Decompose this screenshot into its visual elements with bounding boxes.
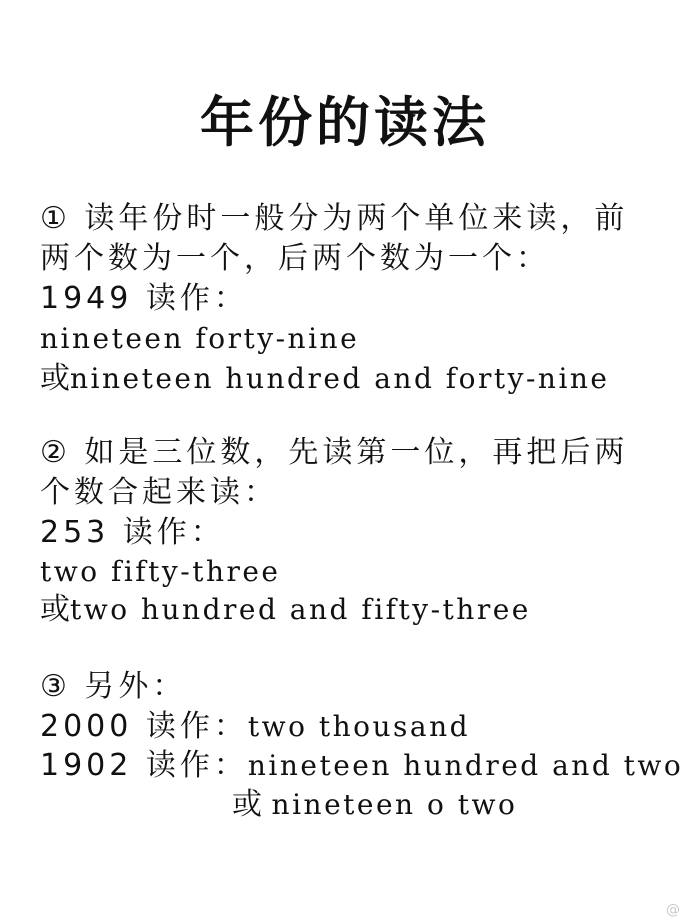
section3-example2-alt-value: nineteen o two <box>271 788 518 821</box>
section3-example2-row <box>40 747 683 785</box>
section2-reading1: two fifty-three <box>40 555 281 588</box>
section1-example-label: 1949 读作： <box>40 281 248 316</box>
section1-reading1: nineteen forty-nine <box>40 322 360 355</box>
section2-line2: 个数合起来读： <box>40 475 278 510</box>
watermark: @ <box>666 902 680 918</box>
section3-example1-value: two thousand <box>247 710 471 743</box>
section1-reading2: nineteen hundred and forty-nine <box>70 362 610 395</box>
or-mark: 或 <box>40 361 70 396</box>
page-title: 年份的读法 <box>200 91 490 154</box>
section2-example-label: 253 读作： <box>40 515 225 550</box>
or-mark: 或 <box>232 787 262 822</box>
section2-reading2-row <box>40 591 531 629</box>
or-mark: 或 <box>40 592 70 627</box>
section1-line2: 两个数为一个，后两个数为一个： <box>40 241 550 276</box>
section3-example2-alt-row <box>232 786 517 824</box>
section3-example2-label: 1902 读作： <box>40 748 248 783</box>
section1-line1: ① 读年份时一般分为两个单位来读，前 <box>40 201 629 236</box>
section3-example2-value: nineteen hundred and two <box>247 749 684 782</box>
section3-heading: ③ 另外： <box>40 669 187 704</box>
section3-example1-row <box>40 708 470 746</box>
section2-line1: ② 如是三位数，先读第一位，再把后两 <box>40 435 629 470</box>
section1-reading2-row <box>40 360 610 398</box>
section2-reading2: two hundred and fifty-three <box>70 593 531 626</box>
section3-example1-label: 2000 读作： <box>40 709 248 744</box>
